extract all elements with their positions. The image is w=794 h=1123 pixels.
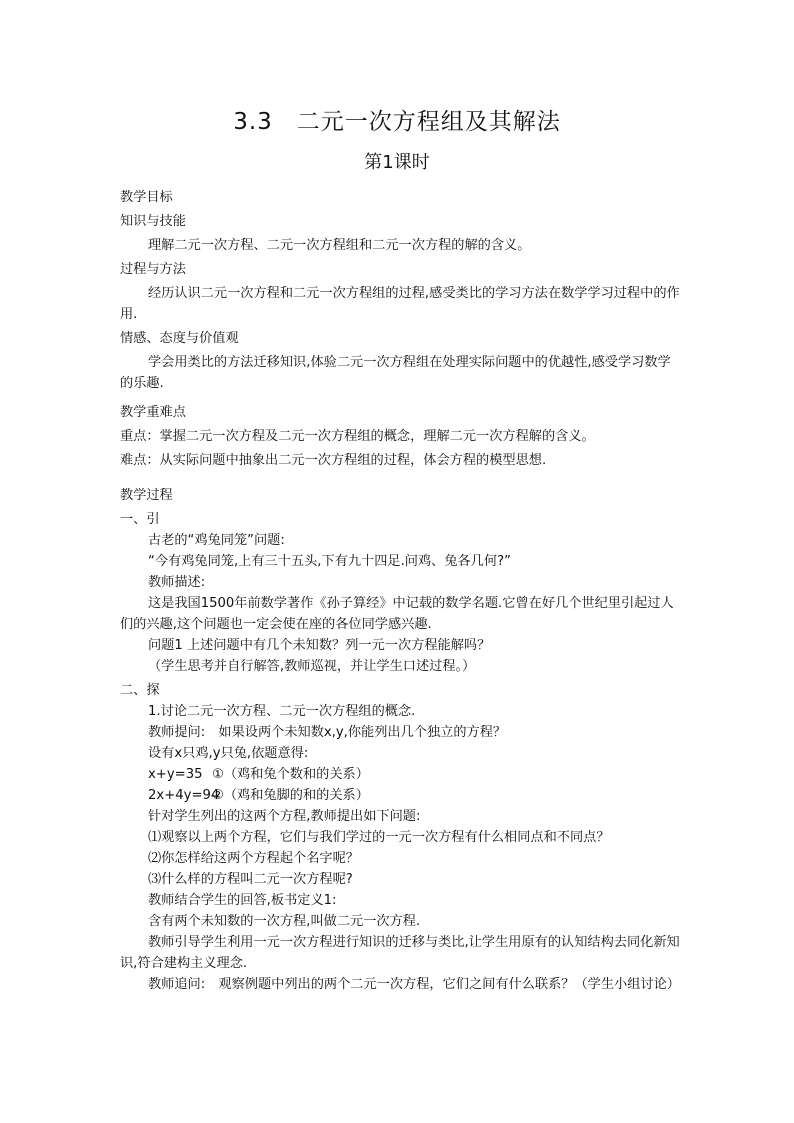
question-item: ⑴观察以上两个方程，它们与我们学过的一元一次方程有什么相同点和不同点？ <box>148 830 610 845</box>
setup-text: 设有x只鸡,y只兔,依题意得: <box>148 746 309 761</box>
key-point-focus: 重点：掌握二元一次方程及二元一次方程组的概念，理解二元一次方程解的含义。 <box>120 429 595 444</box>
question-item: ⑶什么样的方程叫二元一次方程呢? <box>148 872 353 887</box>
section2-heading: 二、探 <box>120 683 160 698</box>
equation-2: 2x+4y=94 <box>148 788 220 803</box>
section1-line: 古老的“鸡兔同笼”问题: <box>148 533 285 548</box>
page-title: 3.3 二元一次方程组及其解法 <box>233 109 561 135</box>
guide-text: 教师引导学生利用一元一次方程进行知识的迁移与类比,让学生用原有的认知结构去同化新知识,符合建构主义理念. <box>120 935 680 971</box>
emotion-text: 学会用类比的方法迁移知识,体验二元一次方程组在处理实际问题中的优越性,感受学习数学的乐趣. <box>120 355 671 391</box>
knowledge-heading: 知识与技能 <box>120 214 186 229</box>
teacher-question: 教师提问: 如果设两个未知数x,y,你能列出几个独立的方程？ <box>148 725 507 740</box>
equation-row <box>120 785 680 806</box>
key-points-heading: 教学重难点 <box>120 405 186 420</box>
document-body <box>120 187 680 995</box>
process-text: 经历认识二元一次方程和二元一次方程组的过程,感受类比的学习方法在数学学习过程中的作用. <box>120 286 680 322</box>
board-text: 教师结合学生的回答,板书定义1: <box>148 893 337 908</box>
section1-heading: 一、引 <box>120 512 160 527</box>
section1-note: （学生思考并自行解答,教师巡视，并让学生口述过程。） <box>148 659 476 674</box>
emotion-heading: 情感、态度与价值观 <box>120 331 239 346</box>
page-subtitle: 第1课时 <box>364 152 430 173</box>
equation-row <box>120 764 680 785</box>
section1-description: 这是我国1500年前数学著作《孙子算经》中记载的数学名题.它曾在好几个世纪里引起过人们的兴趣,这个问题也一定会使在座的各位同学感兴趣. <box>120 596 674 632</box>
section1-line: “今有鸡兔同笼,上有三十五头,下有九十四足.问鸡、兔各几何?” <box>148 554 511 569</box>
section1-line: 教师描述: <box>148 575 206 590</box>
questions-intro: 针对学生列出的这两个方程,教师提出如下问题: <box>148 809 421 824</box>
section1-question: 问题1 上述问题中有几个未知数？列一元一次方程能解吗？ <box>148 638 491 653</box>
objectives-heading: 教学目标 <box>120 190 173 205</box>
equation-1: x+y=35 <box>148 767 203 782</box>
process-heading: 过程与方法 <box>120 262 186 277</box>
key-point-difficulty: 难点：从实际问题中抽象出二元一次方程组的过程，体会方程的模型思想. <box>120 453 547 468</box>
follow-up-text: 教师追问: 观察例题中列出的两个二元一次方程，它们之间有什么联系？（学生小组讨论） <box>148 977 680 992</box>
definition-text: 含有两个未知数的一次方程,叫做二元一次方程. <box>148 914 421 929</box>
process-section-heading: 教学过程 <box>120 488 173 503</box>
question-item: ⑵你怎样给这两个方程起个名字呢？ <box>148 851 359 866</box>
equation-2-note: ②（鸡和兔脚的和的关系） <box>212 788 369 803</box>
knowledge-text: 理解二元一次方程、二元一次方程组和二元一次方程的解的含义。 <box>148 238 531 253</box>
section2-item: 1.讨论二元一次方程、二元一次方程组的概念. <box>148 704 416 719</box>
equation-1-note: ①（鸡和兔个数和的关系） <box>212 767 369 782</box>
